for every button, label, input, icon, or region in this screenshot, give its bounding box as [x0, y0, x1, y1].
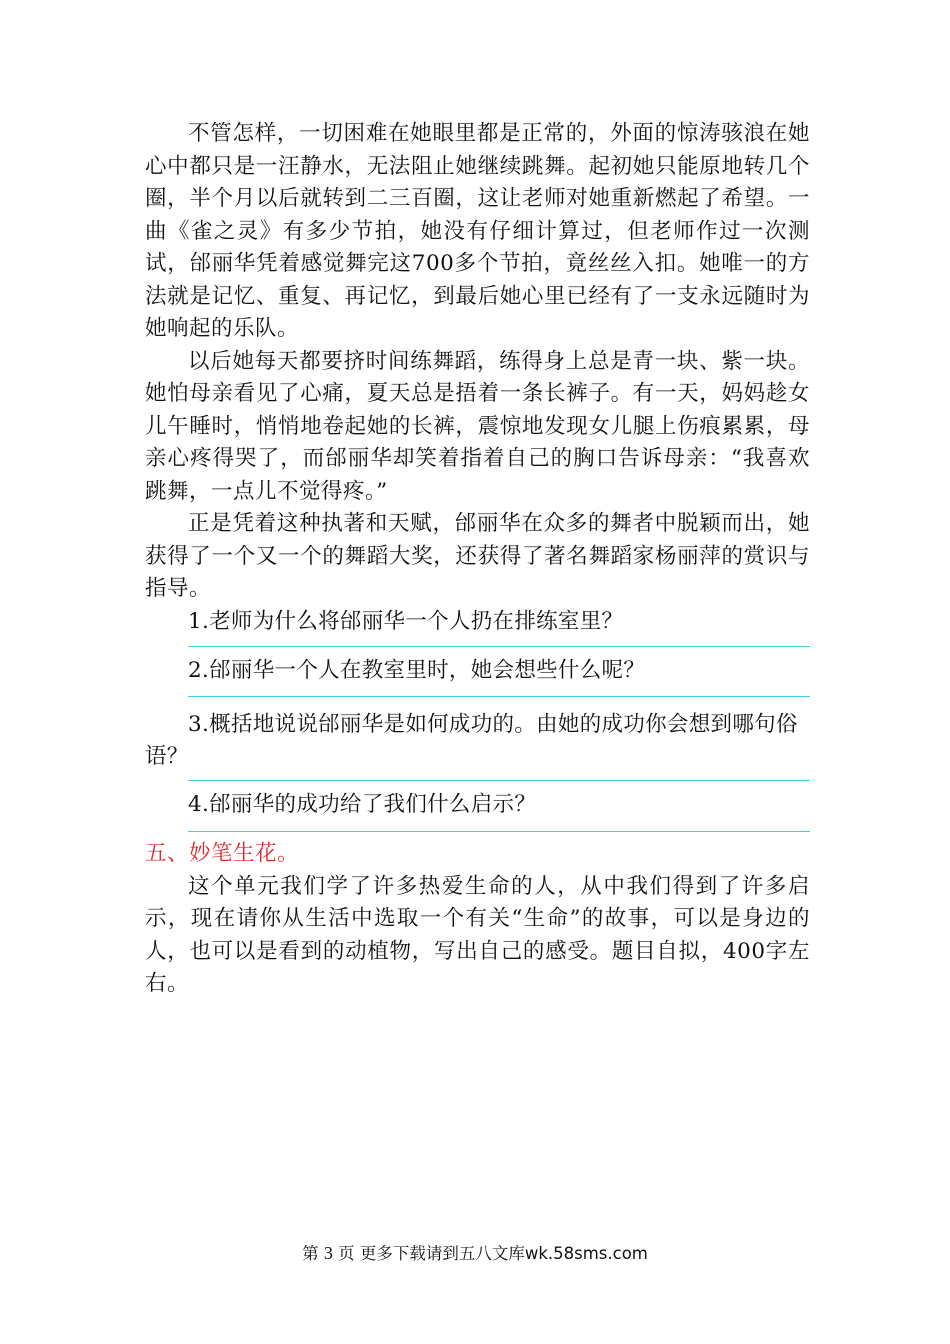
passage-paragraph-3: 正是凭着这种执著和天赋，邰丽华在众多的舞者中脱颖而出，她获得了一个又一个的舞蹈大奖，还获得了著名舞蹈家杨丽萍的赏识与指导。: [145, 511, 810, 601]
footer-prefix: 第: [302, 1244, 319, 1263]
answer-line-1: [188, 646, 810, 647]
section-5-title: 五、妙笔生花。: [145, 841, 300, 866]
answer-line-3: [188, 780, 810, 781]
document-body: [145, 118, 810, 1001]
question-2: 2.邰丽华一个人在教室里时，她会想些什么呢？: [188, 658, 646, 683]
page-footer: [0, 1240, 950, 1264]
passage-paragraph-2: 以后她每天都要挤时间练舞蹈，练得身上总是青一块、紫一块。她怕母亲看见了心痛，夏天总是捂着一条长裤子。有一天，妈妈趁女儿午睡时，悄悄地卷起她的长裤，震惊地发现女儿腿上伤痕累累，母亲心疼得哭了，而邰丽华却笑着指着自己的胸口告诉母亲：“我喜欢跳舞，一点儿不觉得疼。”: [145, 348, 810, 504]
question-1: 1.老师为什么将邰丽华一个人扔在排练室里？: [188, 608, 624, 634]
footer-text: 页 更多下载请到五八文库wk.58sms.com: [338, 1244, 648, 1263]
section-5-prompt: 这个单元我们学了许多热爱生命的人，从中我们得到了许多启示，现在请你从生活中选取一个有关“生命”的故事，可以是身边的人，也可以是看到的动植物，写出自己的感受。题目自拟，400字左右。: [145, 873, 810, 996]
answer-line-4: [188, 831, 810, 832]
question-4: 4.邰丽华的成功给了我们什么启示？: [188, 791, 537, 817]
answer-line-2: [188, 696, 810, 697]
passage-paragraph-1: 不管怎样，一切困难在她眼里都是正常的，外面的惊涛骇浪在她心中都只是一汪静水，无法阻止她继续跳舞。起初她只能原地转几个圈，半个月以后就转到二三百圈，这让老师对她重新燃起了希望。一曲《雀之灵》有多少节拍，她没有仔细计算过，但老师作过一次测试，邰丽华凭着感觉舞完这700多个节拍，竟丝丝入扣。她唯一的方法就是记忆、重复、再记忆，到最后她心里已经有了一支永远随时为她响起的乐队。: [145, 121, 810, 341]
question-3: 3.概括地说说邰丽华是如何成功的。由她的成功你会想到哪句俗语？: [145, 711, 798, 769]
footer-page-number: 3: [323, 1243, 333, 1263]
